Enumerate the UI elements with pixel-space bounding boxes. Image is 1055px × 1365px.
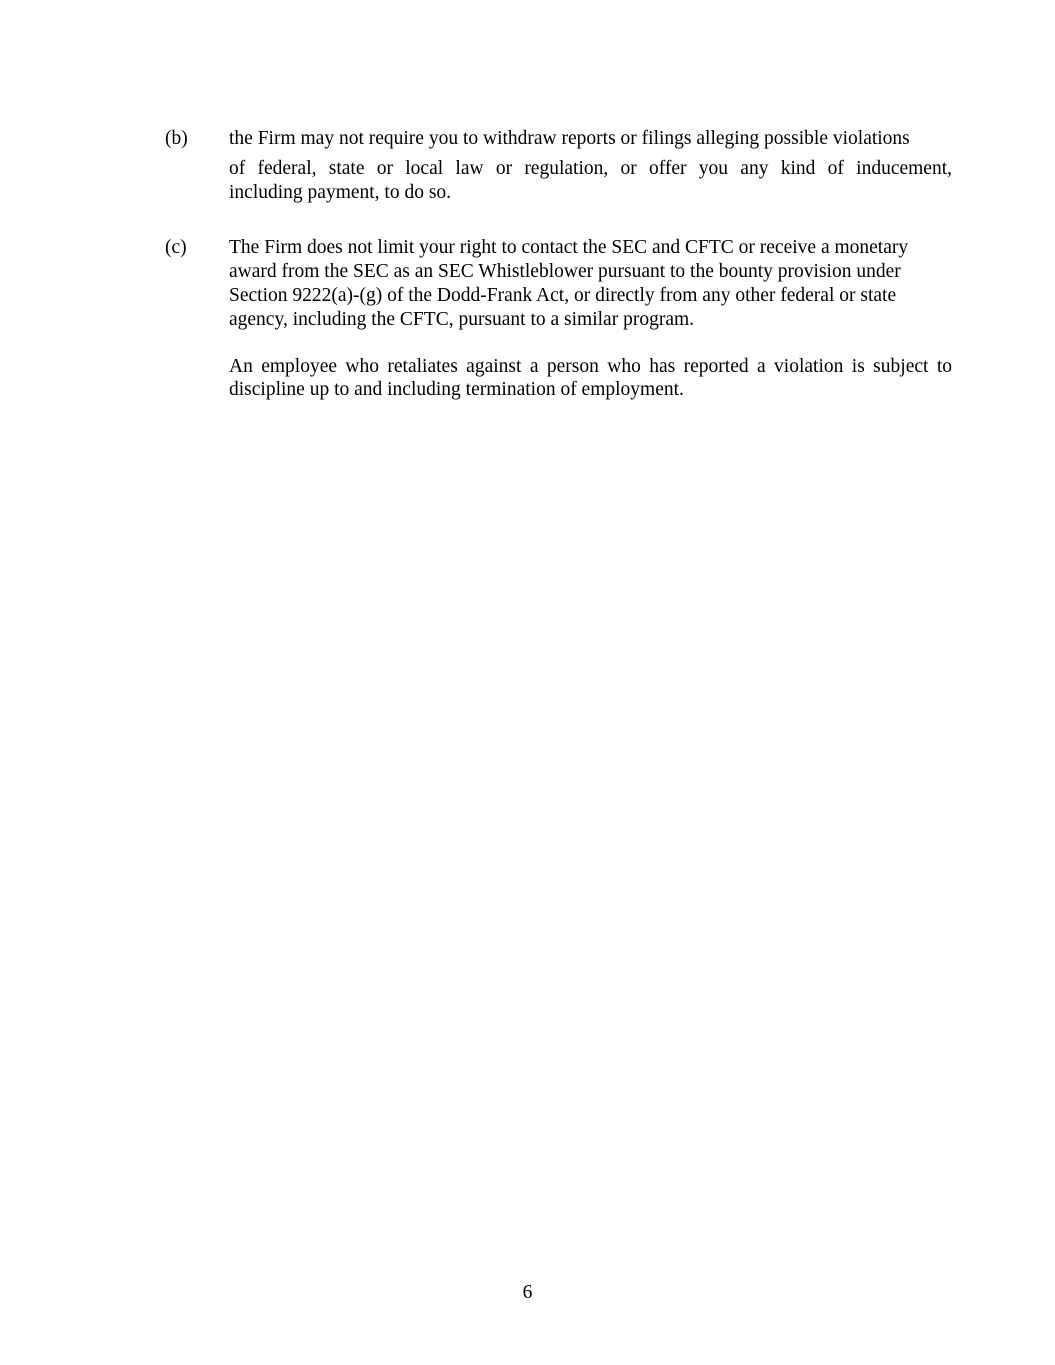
paragraph-c-text — [229, 236, 952, 331]
paragraph-b-label: (b) — [165, 128, 188, 149]
paragraph-retaliation-text — [229, 355, 952, 403]
text-line: The Firm does not limit your right to contact the SEC and CFTC or receive a monetary — [229, 237, 909, 259]
paragraph-retaliation — [165, 355, 952, 403]
paragraph-c-label: (c) — [165, 237, 187, 259]
text-line: of federal, state or local law or regulation, or offer you any kind of inducement, — [229, 157, 952, 179]
paragraph-b — [165, 127, 952, 204]
document-body — [165, 127, 952, 402]
text-line: agency, including the CFTC, pursuant to a similar program. — [229, 308, 695, 330]
text-line: An employee who retaliates against a person who has reported a violation is subject to — [229, 355, 952, 377]
paragraph-c — [165, 236, 952, 331]
page-number: 6 — [522, 1282, 533, 1303]
text-line: including payment, to do so. — [229, 181, 452, 203]
paragraph-b-text — [229, 127, 952, 204]
text-line: discipline up to and including termination of employment. — [229, 379, 684, 401]
text-line: award from the SEC as an SEC Whistleblower pursuant to the bounty provision under — [229, 261, 901, 283]
text-line: the Firm may not require you to withdraw reports or filings alleging possible violations — [229, 128, 910, 149]
page-footer — [0, 1281, 1055, 1305]
text-line: Section 9222(a)-(g) of the Dodd-Frank Act, or directly from any other federal or state — [229, 284, 897, 306]
